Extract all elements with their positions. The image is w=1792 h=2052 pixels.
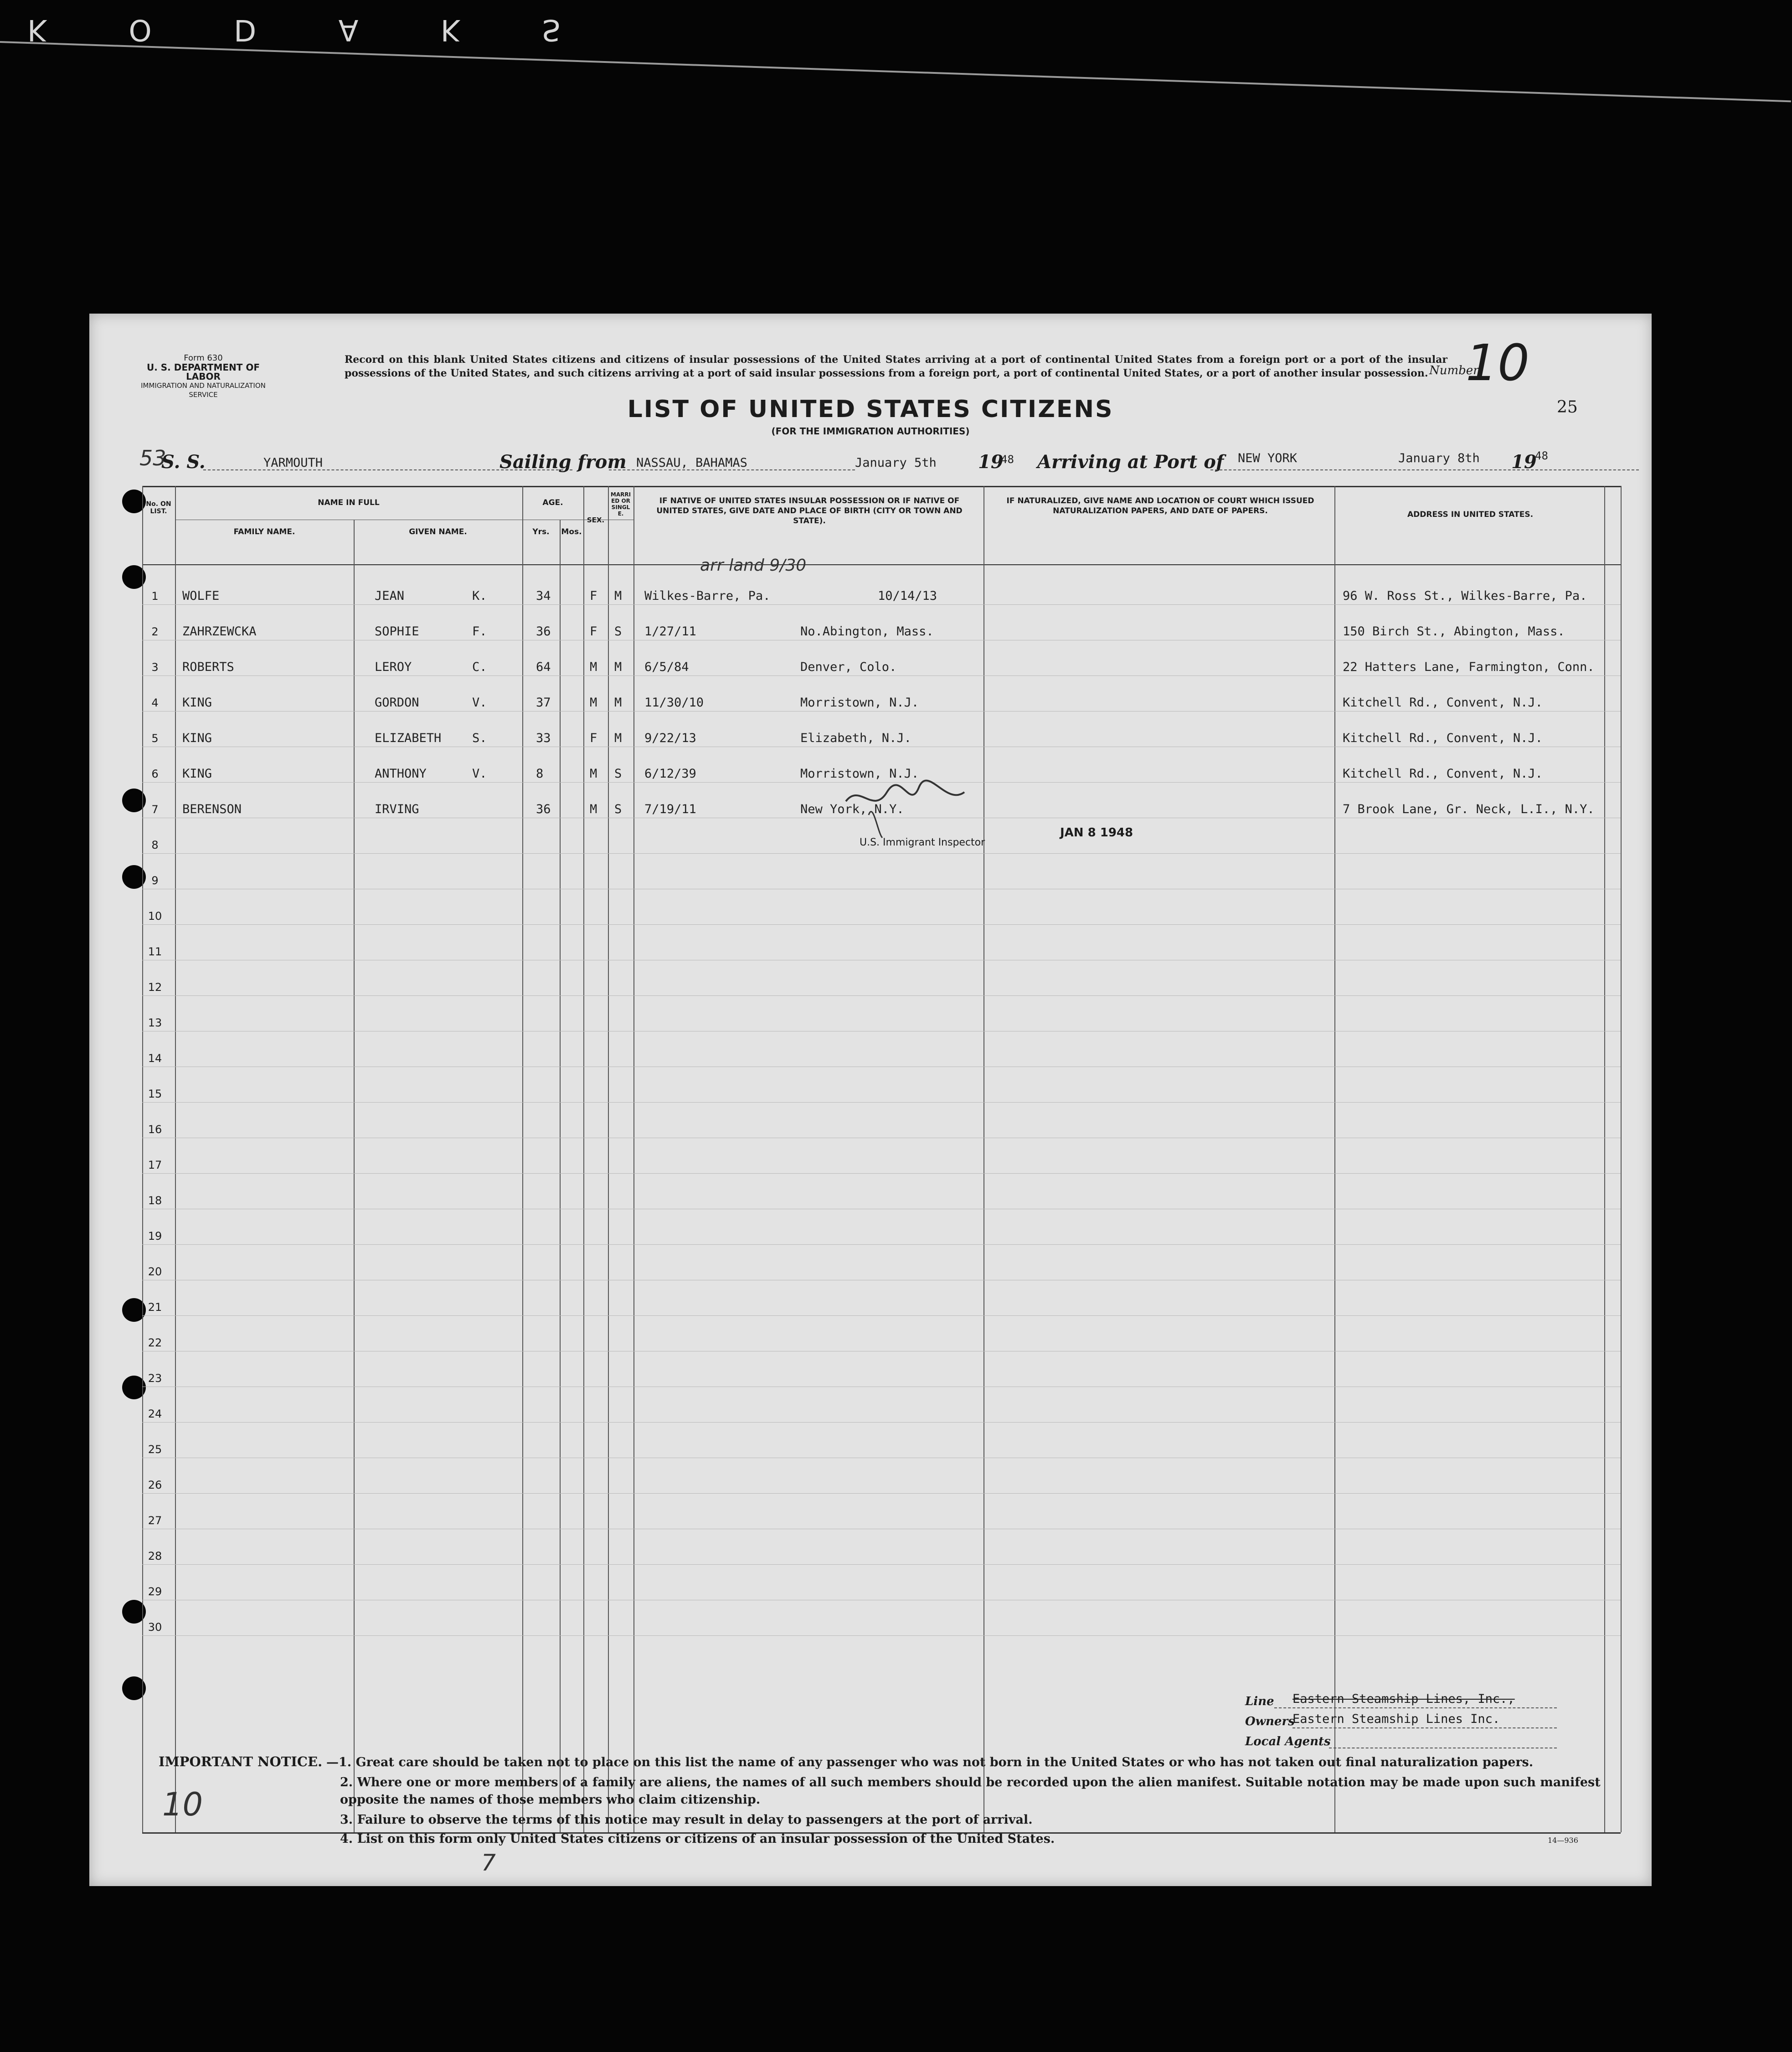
form-number: Form 630 (184, 353, 223, 363)
row-number: 10 (148, 910, 162, 923)
row-number: 5 (151, 732, 159, 745)
birth-date: 9/22/13 (644, 731, 696, 745)
row-number: 15 (148, 1088, 162, 1100)
column-rule (175, 486, 176, 1832)
row-number: 21 (148, 1301, 162, 1314)
family-name: KING (182, 696, 212, 710)
film-edge-label: K O D A K S (27, 13, 597, 46)
ss-label: S. S. (161, 451, 206, 473)
header-name-in-full: NAME IN FULL (318, 498, 380, 507)
birth-date: 11/30/10 (644, 696, 704, 710)
birth-date-alt: 10/14/13 (878, 589, 937, 603)
given-name: LEROY (375, 660, 412, 674)
inspector-signature (841, 774, 978, 842)
header-age: AGE. (542, 498, 563, 507)
row-rule (142, 853, 1621, 854)
age-years: 34 (536, 589, 551, 603)
arrival-fill-line (1210, 469, 1639, 470)
age-years: 64 (536, 660, 551, 674)
row-rule (142, 1173, 1621, 1174)
row-number: 23 (148, 1372, 162, 1385)
marital-status: M (614, 660, 622, 674)
inspection-date-stamp: JAN 8 1948 (1060, 826, 1133, 840)
row-rule (142, 995, 1621, 996)
row-number: 12 (148, 981, 162, 994)
arrival-year-prefix: 19 (1511, 451, 1537, 473)
row-rule (142, 1244, 1621, 1245)
family-name: WOLFE (182, 589, 220, 603)
header-address: ADDRESS IN UNITED STATES. (1407, 510, 1534, 519)
column-rule (1604, 486, 1605, 1832)
header-age-months: Mos. (561, 527, 582, 536)
middle-initial: K. (472, 589, 487, 603)
family-name: ZAHRZEWCKA (182, 624, 257, 639)
us-address: 96 W. Ross St., Wilkes-Barre, Pa. (1343, 589, 1587, 603)
marital-status: S (614, 802, 622, 816)
row-number: 30 (148, 1621, 162, 1634)
family-name: KING (182, 767, 212, 781)
marital-status: M (614, 731, 622, 745)
row-number: 16 (148, 1123, 162, 1136)
age-years: 33 (536, 731, 551, 745)
row-number: 17 (148, 1159, 162, 1171)
family-name: ROBERTS (182, 660, 234, 674)
us-address: Kitchell Rd., Convent, N.J. (1343, 731, 1543, 745)
row-rule (142, 1493, 1621, 1494)
given-name: ELIZABETH (375, 731, 442, 745)
birth-place: Morristown, N.J. (800, 696, 919, 710)
marital-status: M (614, 589, 622, 603)
birth-place: Wilkes-Barre, Pa. (644, 589, 771, 603)
row-number: 1 (151, 590, 159, 603)
row-number: 24 (148, 1408, 162, 1420)
family-name: BERENSON (182, 802, 242, 816)
departure-year: 48 (1001, 453, 1014, 466)
birth-date: 7/19/11 (644, 802, 696, 816)
row-number: 3 (151, 661, 159, 674)
given-name: ANTHONY (375, 767, 427, 781)
header-family-name: FAMILY NAME. (233, 527, 295, 536)
row-rule (142, 675, 1621, 676)
header-sex: SEX. (587, 516, 605, 524)
page-title: LIST OF UNITED STATES CITIZENS (627, 396, 1114, 423)
table-top-rule (142, 486, 1621, 487)
age-years: 8 (536, 767, 544, 781)
row-rule (142, 924, 1621, 925)
row-number: 14 (148, 1052, 162, 1065)
row-number: 7 (151, 803, 159, 816)
notice-item-4: 4. List on this form only United States citizens or citizens of an insular possession of the United States. (340, 1832, 1055, 1846)
owners-value: Eastern Steamship Lines Inc. (1293, 1712, 1500, 1726)
service-name: IMMIGRATION AND NATURALIZATION SERVICE (141, 382, 266, 399)
margin-note: 53 (139, 446, 166, 470)
birth-place: No.Abington, Mass. (800, 624, 934, 639)
birth-place: New York, N.Y. (800, 802, 904, 816)
marital-status: S (614, 624, 622, 639)
column-rule (1334, 486, 1335, 1832)
owners-fill (1293, 1727, 1557, 1728)
row-number: 22 (148, 1336, 162, 1349)
departure-year-prefix: 19 (978, 451, 1004, 473)
row-number: 25 (148, 1443, 162, 1456)
header-age-years: Yrs. (532, 527, 550, 536)
row-number: 28 (148, 1550, 162, 1562)
page-number: 25 (1557, 398, 1578, 417)
row-number: 9 (151, 874, 159, 887)
middle-initial: S. (472, 731, 487, 745)
row-number: 20 (148, 1265, 162, 1278)
row-number: 11 (148, 945, 162, 958)
arriving-label: Arriving at Port of (1037, 451, 1224, 473)
local-agents-label: Local Agents (1245, 1735, 1331, 1748)
us-address: 22 Hatters Lane, Farmington, Conn. (1343, 660, 1595, 674)
us-address: 150 Birch St., Abington, Mass. (1343, 624, 1565, 639)
us-address: Kitchell Rd., Convent, N.J. (1343, 767, 1543, 781)
row1-handwritten-note: arr land 9/30 (700, 556, 807, 575)
row-number: 26 (148, 1479, 162, 1491)
row-rule (142, 1564, 1621, 1565)
middle-initial: V. (472, 696, 487, 710)
sex: M (590, 767, 597, 781)
us-address: 7 Brook Lane, Gr. Neck, L.I., N.Y. (1343, 802, 1595, 816)
owners-label: Owners (1245, 1715, 1295, 1728)
column-rule (583, 486, 584, 1832)
birth-date: 6/5/84 (644, 660, 689, 674)
row-rule (142, 1102, 1621, 1103)
inspector-label: U.S. Immigrant Inspector (860, 837, 985, 848)
family-name: KING (182, 731, 212, 745)
line-label: Line (1245, 1695, 1274, 1708)
page-subtitle: (FOR THE IMMIGRATION AUTHORITIES) (771, 426, 970, 437)
notice-item-3: 3. Failure to observe the terms of this notice may result in delay to passengers at the port of arrival. (340, 1813, 1033, 1827)
column-rule (522, 486, 523, 1832)
given-name: IRVING (375, 802, 419, 816)
film-edge-rule (0, 41, 1791, 102)
sailing-label: Sailing from (499, 451, 627, 473)
form-code: 14—936 (1548, 1836, 1578, 1845)
header-given-name: GIVEN NAME. (409, 527, 467, 536)
arrival-port: NEW YORK (1238, 451, 1298, 465)
sex: M (590, 696, 597, 710)
column-rule (608, 486, 609, 1832)
middle-initial: F. (472, 624, 487, 639)
marital-status: M (614, 696, 622, 710)
arrival-date: January 8th (1398, 451, 1480, 465)
department-name: U. S. DEPARTMENT OF LABOR (146, 362, 260, 382)
birth-place: Denver, Colo. (800, 660, 897, 674)
handwritten-count: 10 (162, 1786, 203, 1823)
birth-date: 1/27/11 (644, 624, 696, 639)
sex: F (590, 624, 597, 639)
given-name: SOPHIE (375, 624, 419, 639)
column-rule (1621, 486, 1622, 1832)
age-years: 36 (536, 624, 551, 639)
birth-place: Morristown, N.J. (800, 767, 919, 781)
column-rule (633, 486, 634, 1832)
table-header-rule (142, 564, 1621, 565)
row-rule (142, 1635, 1621, 1636)
birth-date: 6/12/39 (644, 767, 696, 781)
row-number: 27 (148, 1514, 162, 1527)
age-years: 36 (536, 802, 551, 816)
middle-initial: V. (472, 767, 487, 781)
row-number: 8 (151, 839, 159, 851)
from-port: NASSAU, BAHAMAS (636, 456, 747, 470)
row-number: 18 (148, 1194, 162, 1207)
row-rule (142, 1315, 1621, 1316)
line-fill (1274, 1707, 1557, 1708)
row-rule (142, 604, 1621, 605)
row-number: 2 (151, 625, 159, 638)
line-value: Eastern Steamship Lines, Inc., (1293, 1692, 1515, 1706)
manifest-page (89, 314, 1652, 1886)
ship-name: YARMOUTH (263, 456, 323, 470)
header-married: MARRIED OR SINGLE. (610, 491, 631, 517)
given-name: GORDON (375, 696, 419, 710)
given-name: JEAN (375, 589, 405, 603)
handwritten-seven: 7 (481, 1850, 496, 1876)
row-number: 29 (148, 1585, 162, 1598)
header-native-birth: IF NATIVE OF UNITED STATES INSULAR POSSESSION OR IF NATIVE OF UNITED STATES, GIVE DATE AND PLACE OF BIRTH (CITY OR TOWN AND STATE). (656, 496, 963, 526)
row-rule (142, 1422, 1621, 1423)
birth-place: Elizabeth, N.J. (800, 731, 911, 745)
notice-title: IMPORTANT NOTICE. (159, 1754, 323, 1769)
sex: F (590, 731, 597, 745)
notice-item-1: —1. Great care should be taken not to place on this list the name of any passenger who was not born in the United States or who has not taken out final naturalization papers. (326, 1755, 1534, 1769)
age-years: 37 (536, 696, 551, 710)
us-address: Kitchell Rd., Convent, N.J. (1343, 696, 1543, 710)
row-number: 19 (148, 1230, 162, 1243)
notice-item-2: 2. Where one or more members of a family are aliens, the names of all such members should be recorded upon the alien manifest. Suitable notation may be made upon such manifest opposite the names of those members who claim citizenship. (340, 1775, 1601, 1807)
row-number: 13 (148, 1016, 162, 1029)
header-naturalized: IF NATURALIZED, GIVE NAME AND LOCATION OF COURT WHICH ISSUED NATURALIZATION PAPERS, AND DATE OF PAPERS. (1006, 496, 1314, 516)
row-number: 6 (151, 768, 159, 780)
marital-status: S (614, 767, 622, 781)
header-no-on-list: No. ON LIST. (146, 500, 171, 515)
row-number: 4 (151, 696, 159, 709)
departure-date: January 5th (855, 456, 937, 470)
form-identifier (135, 354, 272, 399)
sex: F (590, 589, 597, 603)
sex: M (590, 660, 597, 674)
manifest-number: 10 (1466, 334, 1529, 392)
arrival-year: 48 (1535, 449, 1548, 462)
number-label: Number (1429, 364, 1479, 377)
sex: M (590, 802, 597, 816)
record-instructions: Record on this blank United States citizens and citizens of insular possessions of the United States arriving at a port of continental United States from a foreign port or a port of the insular possessions of the United States, and such citizens arriving at a port of said insular possessions from a foreign port, a port of continental United States, or a port of another insular possession. (345, 354, 1447, 379)
middle-initial: C. (472, 660, 487, 674)
